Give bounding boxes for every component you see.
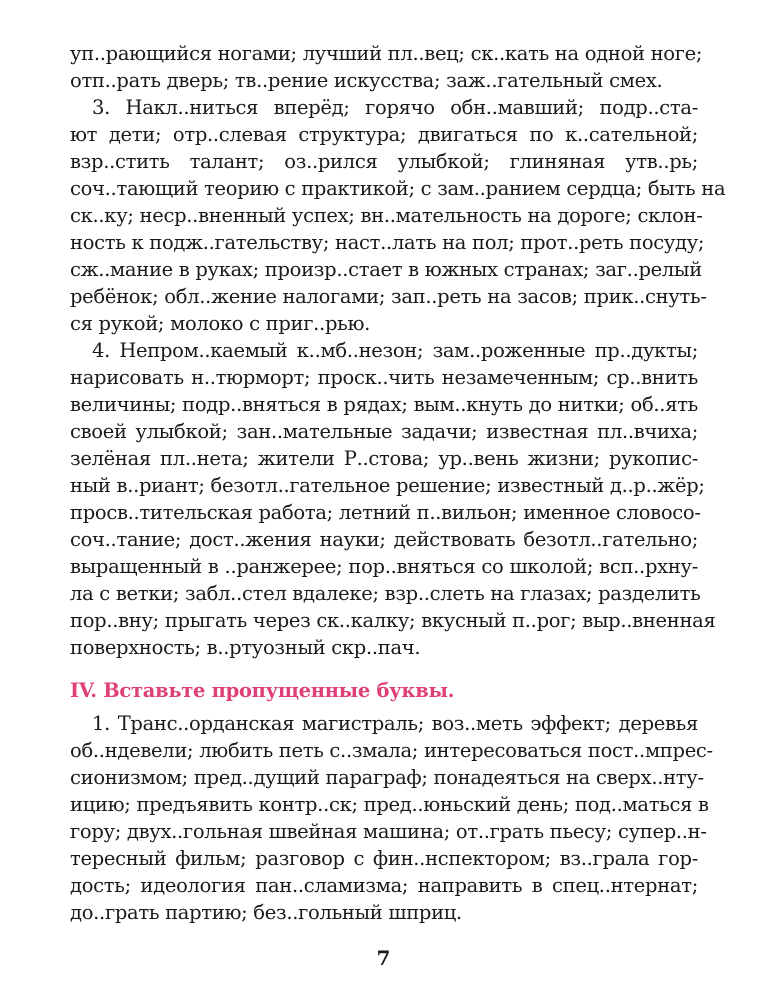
text-line: ла с ветки; забл..стел вдалеке; взр..слеть на глазах; разделить — [70, 582, 701, 605]
paragraph-block-1 — [70, 40, 703, 94]
text-line: дость; идеология пан..сламизма; направить в спец..нтернат; — [70, 874, 698, 897]
text-line: выращенный в ..ранжерее; пор..вняться со школой; всп..рхну- — [70, 555, 698, 578]
text-line: ицию; предъявить контр..ск; пред..юньский день; под..маться в — [70, 793, 709, 816]
text-line: пор..вну; прыгать через ск..калку; вкусный п..рог; выр..вненная — [70, 609, 716, 632]
text-line: соч..тание; дост..жения науки; действовать безотл..гательно; — [70, 528, 698, 551]
text-line: ный в..риант; безотл..гательное решение; известный д..р..жёр; — [70, 474, 705, 497]
text-line: соч..тающий теорию с практикой; с зам..ранием сердца; быть на — [70, 177, 726, 200]
text-line: сионизмом; пред..дущий параграф; понадеяться на сверх..нту- — [70, 766, 704, 789]
page-content — [70, 40, 726, 926]
text-line: зелёная пл..нета; жители Р..стова; ур..вень жизни; рукопис- — [70, 447, 698, 470]
text-line: величины; подр..вняться в рядах; вым..кнуть до нитки; об..ять — [70, 393, 698, 416]
text-line: 1. Транс..орданская магистраль; воз..меть эффект; деревья — [92, 712, 698, 735]
text-line: поверхность; в..ртуозный скр..пач. — [70, 636, 421, 659]
text-line: ся рукой; молоко с приг..рью. — [70, 312, 371, 335]
text-line: 3. Накл..ниться вперёд; горячо обн..мавший; подр..ста- — [92, 96, 698, 119]
text-line: гору; двух..гольная швейная машина; от..грать пьесу; супер..н- — [70, 820, 707, 843]
text-line: 4. Непром..каемый к..мб..незон; зам..роженные пр..дукты; — [92, 339, 698, 362]
text-line: ют дети; отр..слевая структура; двигаться по к..сательной; — [70, 123, 698, 146]
text-line: ребёнок; обл..жение налогами; зап..реть на засов; прик..снуть- — [70, 285, 707, 308]
text-line: отп..рать дверь; тв..рение искусства; заж..гательный смех. — [70, 69, 663, 92]
text-line: об..ндевели; любить петь с..змала; интересоваться пост..мпрес- — [70, 739, 713, 762]
section-heading: IV. Вставьте пропущенные буквы. — [70, 679, 455, 702]
text-line: своей улыбкой; зан..мательные задачи; известная пл..вчиха; — [70, 420, 698, 443]
text-line: взр..стить талант; оз..рился улыбкой; глиняная утв..рь; — [70, 150, 698, 173]
text-line: сж..мание в руках; произр..стает в южных странах; заг..релый — [70, 258, 702, 281]
page-number: 7 — [376, 946, 391, 970]
text-line: ск..ку; неср..вненный успех; вн..мательность на дороге; склон- — [70, 204, 703, 227]
text-line: ность к подж..гательству; наст..лать на пол; прот..реть посуду; — [70, 231, 705, 254]
text-line: нарисовать н..тюрморт; проск..чить незамеченным; ср..внить — [70, 366, 698, 389]
paragraph-section-iv-1 — [70, 710, 713, 926]
paragraph-block-3 — [70, 94, 726, 337]
paragraph-block-4 — [70, 337, 716, 661]
text-line: до..грать партию; без..гольный шприц. — [70, 901, 462, 924]
text-line: уп..рающийся ногами; лучший пл..вец; ск..кать на одной ноге; — [70, 42, 703, 65]
text-line: просв..тительская работа; летний п..вильон; именное словосо- — [70, 501, 701, 524]
text-line: тересный фильм; разговор с фин..нспектором; вз..грала гор- — [70, 847, 698, 870]
